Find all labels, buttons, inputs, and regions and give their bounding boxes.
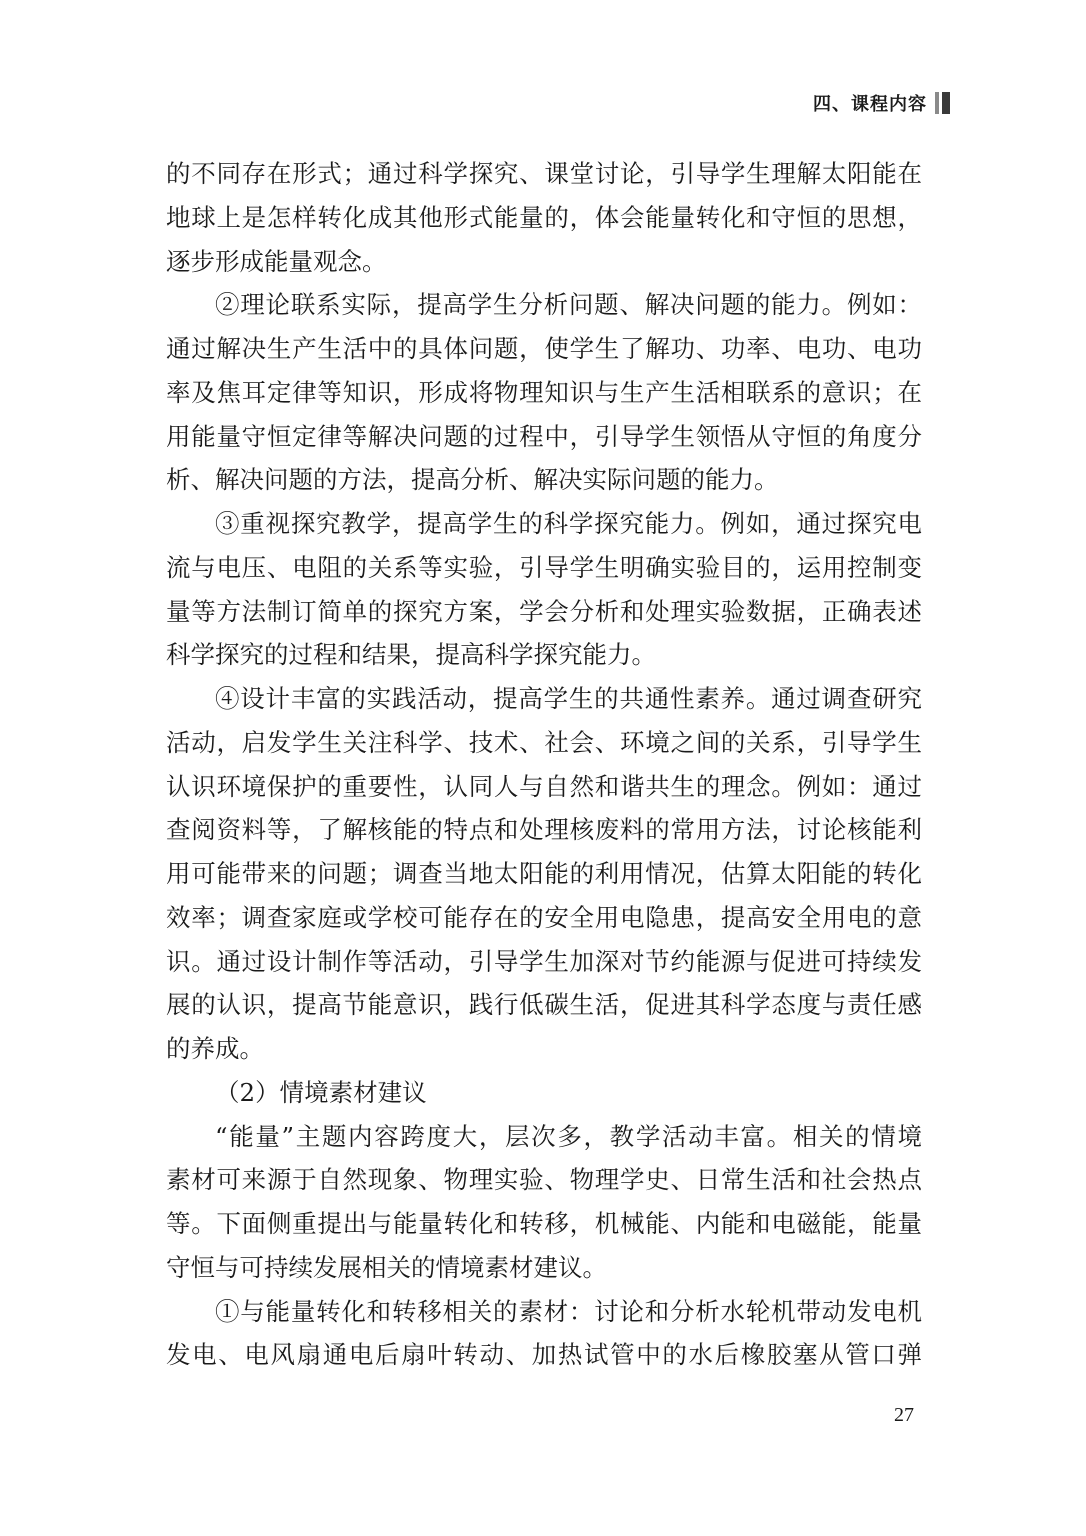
text-line: 流与电压、电阻的关系等实验，引导学生明确实验目的，运用控制变 (166, 552, 922, 582)
section-title: 四、课程内容 (813, 94, 927, 115)
text-line: 率及焦耳定律等知识，形成将物理知识与生产生活相联系的意识；在 (166, 377, 922, 407)
text-line: ③重视探究教学，提高学生的科学探究能力。例如，通过探究电 (215, 509, 922, 538)
text-line: 认识环境保护的重要性，认同人与自然和谐共生的理念。例如：通过 (166, 771, 922, 801)
text-line: 识。通过设计制作等活动，引导学生加深对节约能源与促进可持续发 (166, 946, 922, 976)
text-line: 的不同存在形式；通过科学探究、课堂讨论，引导学生理解太阳能在 (166, 159, 922, 188)
text-line: 展的认识，提高节能意识，践行低碳生活，促进其科学态度与责任感 (166, 990, 922, 1020)
text-line: （2）情境素材建议 (215, 1077, 427, 1107)
running-header (813, 90, 950, 116)
text-line: 通过解决生产生活中的具体问题，使学生了解功、功率、电功、电功 (166, 334, 922, 363)
text-line: 地球上是怎样转化成其他形式能量的，体会能量转化和守恒的思想， (166, 202, 922, 232)
text-line: 析、解决问题的方法，提高分析、解决实际问题的能力。 (166, 465, 779, 495)
header-bar-thick (942, 92, 950, 114)
text-line: 效率；调查家庭或学校可能存在的安全用电隐患，提高安全用电的意 (166, 902, 922, 932)
body-text (166, 152, 922, 1377)
text-line: 发电、电风扇通电后扇叶转动、加热试管中的水后橡胶塞从管口弹 (166, 1340, 922, 1370)
text-line: “能量”主题内容跨度大，层次多，教学活动丰富。相关的情境 (215, 1121, 922, 1151)
text-line: 查阅资料等，了解核能的特点和处理核废料的常用方法，讨论核能利 (166, 815, 922, 845)
text-line: 逐步形成能量观念。 (166, 246, 387, 276)
text-line: 守恒与可持续发展相关的情境素材建议。 (166, 1252, 607, 1282)
text-line: 用能量守恒定律等解决问题的过程中，引导学生领悟从守恒的角度分 (166, 421, 922, 451)
text-line: ④设计丰富的实践活动，提高学生的共通性素养。通过调查研究 (215, 684, 922, 713)
text-line: 用可能带来的问题；调查当地太阳能的利用情况，估算太阳能的转化 (166, 859, 922, 888)
page-number: 27 (894, 1404, 914, 1426)
text-line: 活动，启发学生关注科学、技术、社会、环境之间的关系，引导学生 (166, 727, 922, 757)
header-bar-marks (935, 92, 950, 114)
text-line: 的养成。 (166, 1034, 264, 1063)
header-bar-thin (935, 92, 939, 114)
text-line: 素材可来源于自然现象、物理实验、物理学史、日常生活和社会热点 (166, 1165, 922, 1195)
text-line: ①与能量转化和转移相关的素材：讨论和分析水轮机带动发电机 (215, 1296, 922, 1326)
text-line: 量等方法制订简单的探究方案，学会分析和处理实验数据，正确表述 (166, 596, 922, 626)
text-line: ②理论联系实际，提高学生分析问题、解决问题的能力。例如： (215, 290, 922, 320)
text-line: 科学探究的过程和结果，提高科学探究能力。 (166, 640, 656, 670)
text-line: 等。下面侧重提出与能量转化和转移，机械能、内能和电磁能，能量 (166, 1209, 922, 1238)
